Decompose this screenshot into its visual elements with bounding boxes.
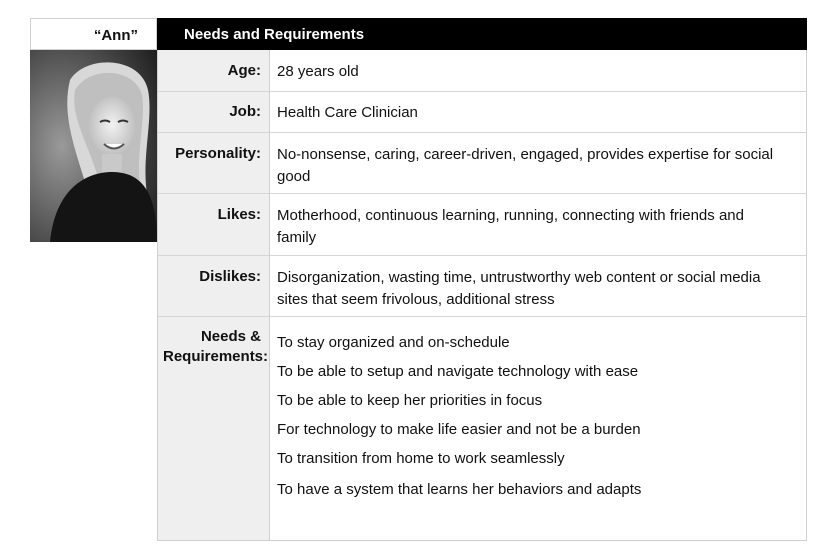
table-row-age xyxy=(158,50,807,92)
table-row-needs xyxy=(158,317,807,541)
row-label: Personality: xyxy=(175,145,261,162)
row-value: No-nonsense, caring, career-driven, engaged, provides expertise for social good xyxy=(277,146,774,185)
needs-list xyxy=(277,333,787,509)
section-title: Needs and Requirements xyxy=(184,26,365,43)
row-label: Dislikes: xyxy=(199,268,261,285)
list-item: For technology to make life easier and not be a burden xyxy=(277,421,641,438)
row-value: Disorganization, wasting time, untrustworthy web content or social media sites that seem frivolous, additional stress xyxy=(277,269,761,308)
row-label: Job: xyxy=(229,103,261,120)
list-item: To stay organized and on-schedule xyxy=(277,334,510,351)
row-value: 28 years old xyxy=(277,63,359,80)
table-row-personality xyxy=(158,133,807,194)
persona-table xyxy=(157,50,807,541)
section-header xyxy=(157,18,807,50)
table-row-job xyxy=(158,92,807,133)
row-value: Health Care Clinician xyxy=(277,104,418,121)
list-item: To transition from home to work seamlessly xyxy=(277,450,565,467)
list-item: To have a system that learns her behaviors and adapts xyxy=(277,481,642,498)
persona-photo xyxy=(30,50,157,242)
persona-name-cell xyxy=(30,18,157,50)
row-value xyxy=(277,333,787,509)
row-value: Motherhood, continuous learning, running, connecting with friends and family xyxy=(277,207,744,246)
persona-name: “Ann” xyxy=(93,27,138,44)
table-row-dislikes xyxy=(158,256,807,317)
row-label: Likes: xyxy=(217,206,261,223)
list-item: To be able to setup and navigate technology with ease xyxy=(277,363,639,380)
table-row-likes xyxy=(158,194,807,256)
portrait-image xyxy=(30,50,157,242)
row-label: Age: xyxy=(227,62,261,79)
row-label: Needs & Requirements: xyxy=(163,328,269,365)
list-item: To be able to keep her priorities in focus xyxy=(277,392,543,409)
